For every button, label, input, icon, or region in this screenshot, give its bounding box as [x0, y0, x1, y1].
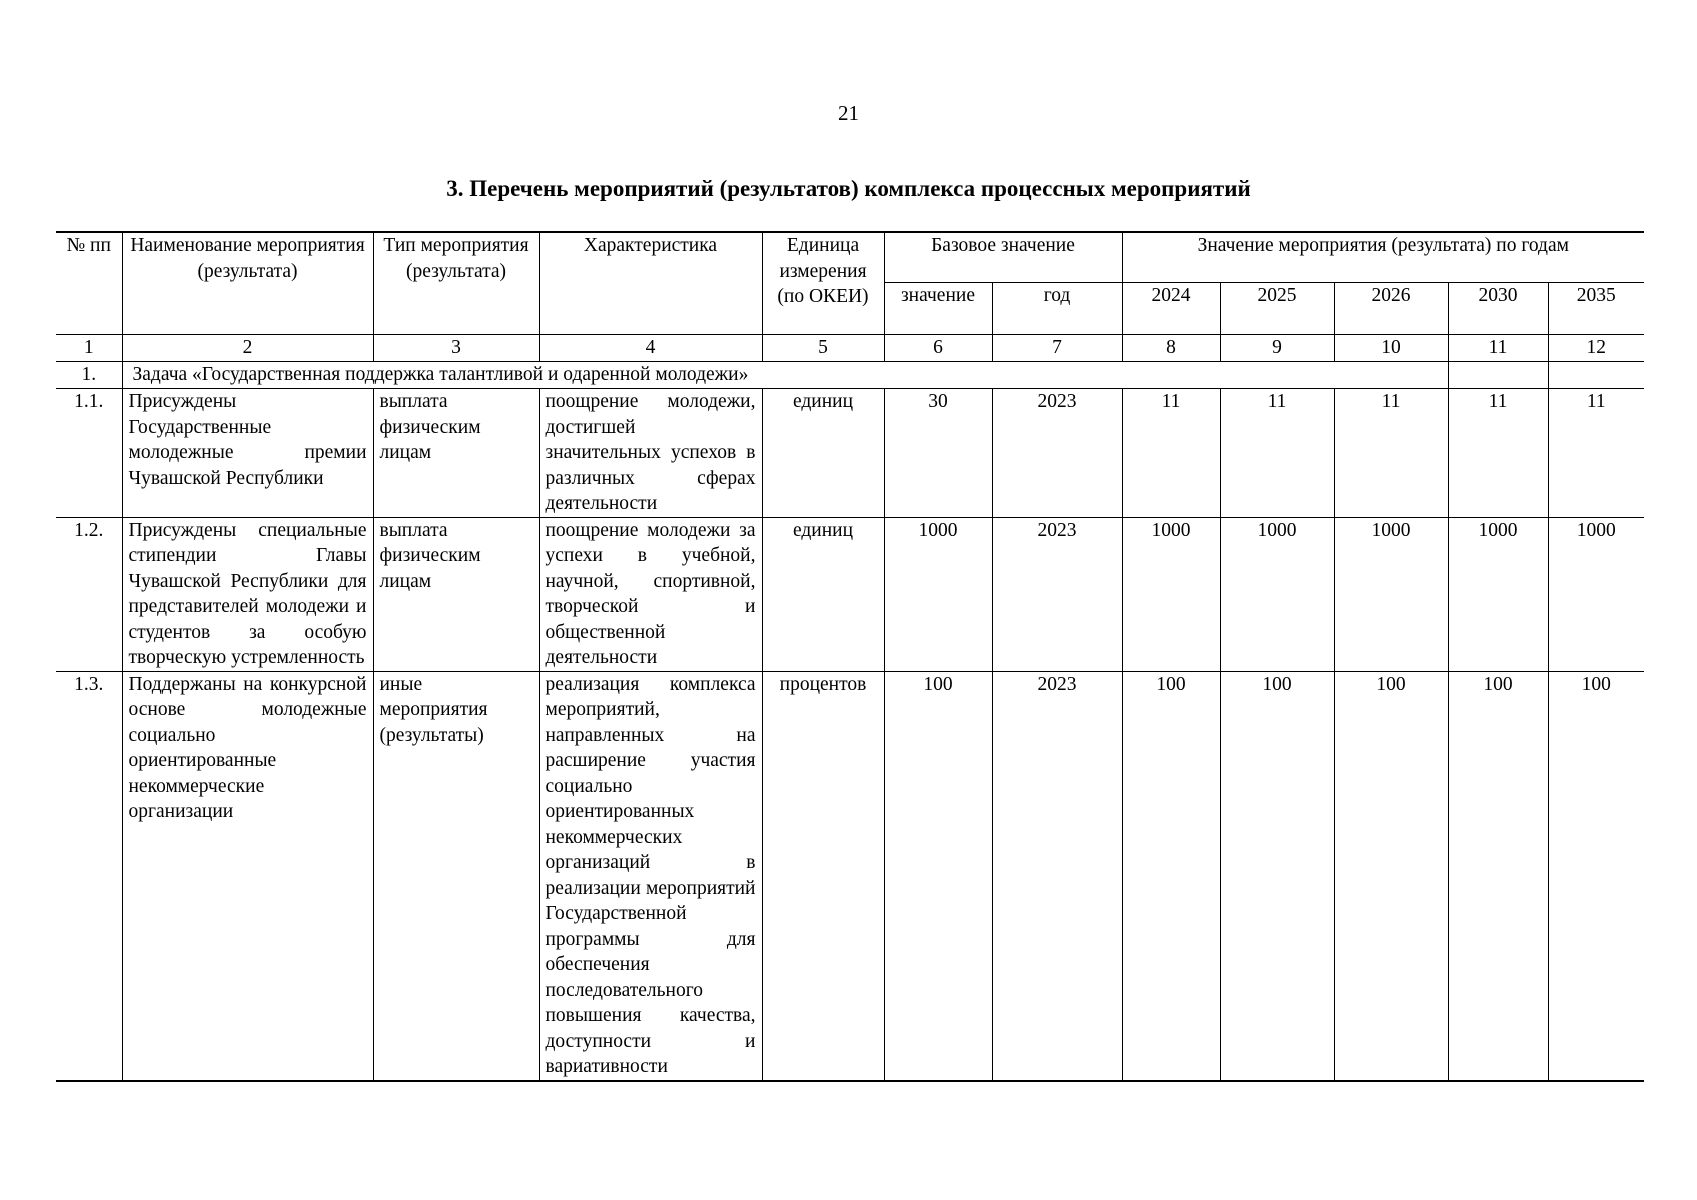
row-value: 11: [1448, 389, 1548, 518]
row-value: 1000: [1548, 517, 1644, 671]
row-characteristic: реализация комплекса мероприятий, направленных на расширение участия социально ориентированных некоммерческих организаций в реализации мероприятий Государственной программы для обеспечения последовательного повышения качества, доступности и вариативности: [539, 671, 762, 1081]
row-value: 100: [1548, 671, 1644, 1081]
header-row-1: [56, 232, 1644, 283]
column-number: 6: [884, 335, 992, 362]
task-num: 1.: [56, 362, 122, 389]
header-base-year: год: [992, 283, 1122, 335]
row-base-year: 2023: [992, 671, 1122, 1081]
row-base-value: 30: [884, 389, 992, 518]
header-base-value: значение: [884, 283, 992, 335]
header-name: Наименование мероприятия (результата): [122, 232, 373, 335]
column-number: 5: [762, 335, 884, 362]
row-value: 11: [1122, 389, 1220, 518]
header-type: Тип мероприятия (результата): [373, 232, 539, 335]
column-number: 2: [122, 335, 373, 362]
row-unit: единиц: [762, 517, 884, 671]
row-value: 100: [1334, 671, 1448, 1081]
task-text: Задача «Государственная поддержка талантливой и одаренной молодежи»: [122, 362, 1448, 389]
column-number: 4: [539, 335, 762, 362]
row-value: 11: [1334, 389, 1448, 518]
row-type: иные мероприятия (результаты): [373, 671, 539, 1081]
empty-cell: [1548, 362, 1644, 389]
row-value: 1000: [1334, 517, 1448, 671]
row-value: 1000: [1122, 517, 1220, 671]
page-number: 21: [838, 101, 859, 125]
header-base: Базовое значение: [884, 232, 1122, 283]
row-num: 1.2.: [56, 517, 122, 671]
row-base-value: 100: [884, 671, 992, 1081]
column-number: 12: [1548, 335, 1644, 362]
column-number: 3: [373, 335, 539, 362]
header-year: 2030: [1448, 283, 1548, 335]
column-number: 10: [1334, 335, 1448, 362]
measures-table: [56, 231, 1644, 1082]
row-value: 100: [1220, 671, 1334, 1081]
header-year: 2024: [1122, 283, 1220, 335]
column-number: 1: [56, 335, 122, 362]
row-name: Присуждены специальные стипендии Главы Чувашской Республики для представителей молодежи и студентов за особую творческую устремленность: [122, 517, 373, 671]
row-name: Присуждены Государственные молодежные премии Чувашской Республики: [122, 389, 373, 518]
row-characteristic: поощрение молодежи, достигшей значительных успехов в различных сферах деятельности: [539, 389, 762, 518]
row-value: 11: [1548, 389, 1644, 518]
row-unit: процентов: [762, 671, 884, 1081]
header-year: 2035: [1548, 283, 1644, 335]
row-value: 1000: [1220, 517, 1334, 671]
row-base-year: 2023: [992, 517, 1122, 671]
task-row: [56, 362, 1644, 389]
row-base-year: 2023: [992, 389, 1122, 518]
row-name: Поддержаны на конкурсной основе молодежные социально ориентированные некоммерческие организации: [122, 671, 373, 1081]
row-base-value: 1000: [884, 517, 992, 671]
empty-cell: [1448, 362, 1548, 389]
header-by-years: Значение мероприятия (результата) по годам: [1122, 232, 1644, 283]
row-value: 1000: [1448, 517, 1548, 671]
row-value: 11: [1220, 389, 1334, 518]
header-year: 2026: [1334, 283, 1448, 335]
row-type: выплата физическим лицам: [373, 517, 539, 671]
page-title: 3. Перечень мероприятий (результатов) комплекса процессных мероприятий: [446, 176, 1251, 201]
table-row: [56, 517, 1644, 671]
table-row: [56, 389, 1644, 518]
row-type: выплата физическим лицам: [373, 389, 539, 518]
row-num: 1.1.: [56, 389, 122, 518]
header-unit: Единица измерения (по ОКЕИ): [762, 232, 884, 335]
header-num: № пп: [56, 232, 122, 335]
row-num: 1.3.: [56, 671, 122, 1081]
row-unit: единиц: [762, 389, 884, 518]
row-value: 100: [1448, 671, 1548, 1081]
table-row: [56, 671, 1644, 1081]
row-characteristic: поощрение молодежи за успехи в учебной, научной, спортивной, творческой и общественной деятельности: [539, 517, 762, 671]
header-year: 2025: [1220, 283, 1334, 335]
column-number: 7: [992, 335, 1122, 362]
column-number: 11: [1448, 335, 1548, 362]
column-numbers-row: [56, 335, 1644, 362]
row-value: 100: [1122, 671, 1220, 1081]
column-number: 9: [1220, 335, 1334, 362]
header-characteristic: Характеристика: [539, 232, 762, 335]
column-number: 8: [1122, 335, 1220, 362]
